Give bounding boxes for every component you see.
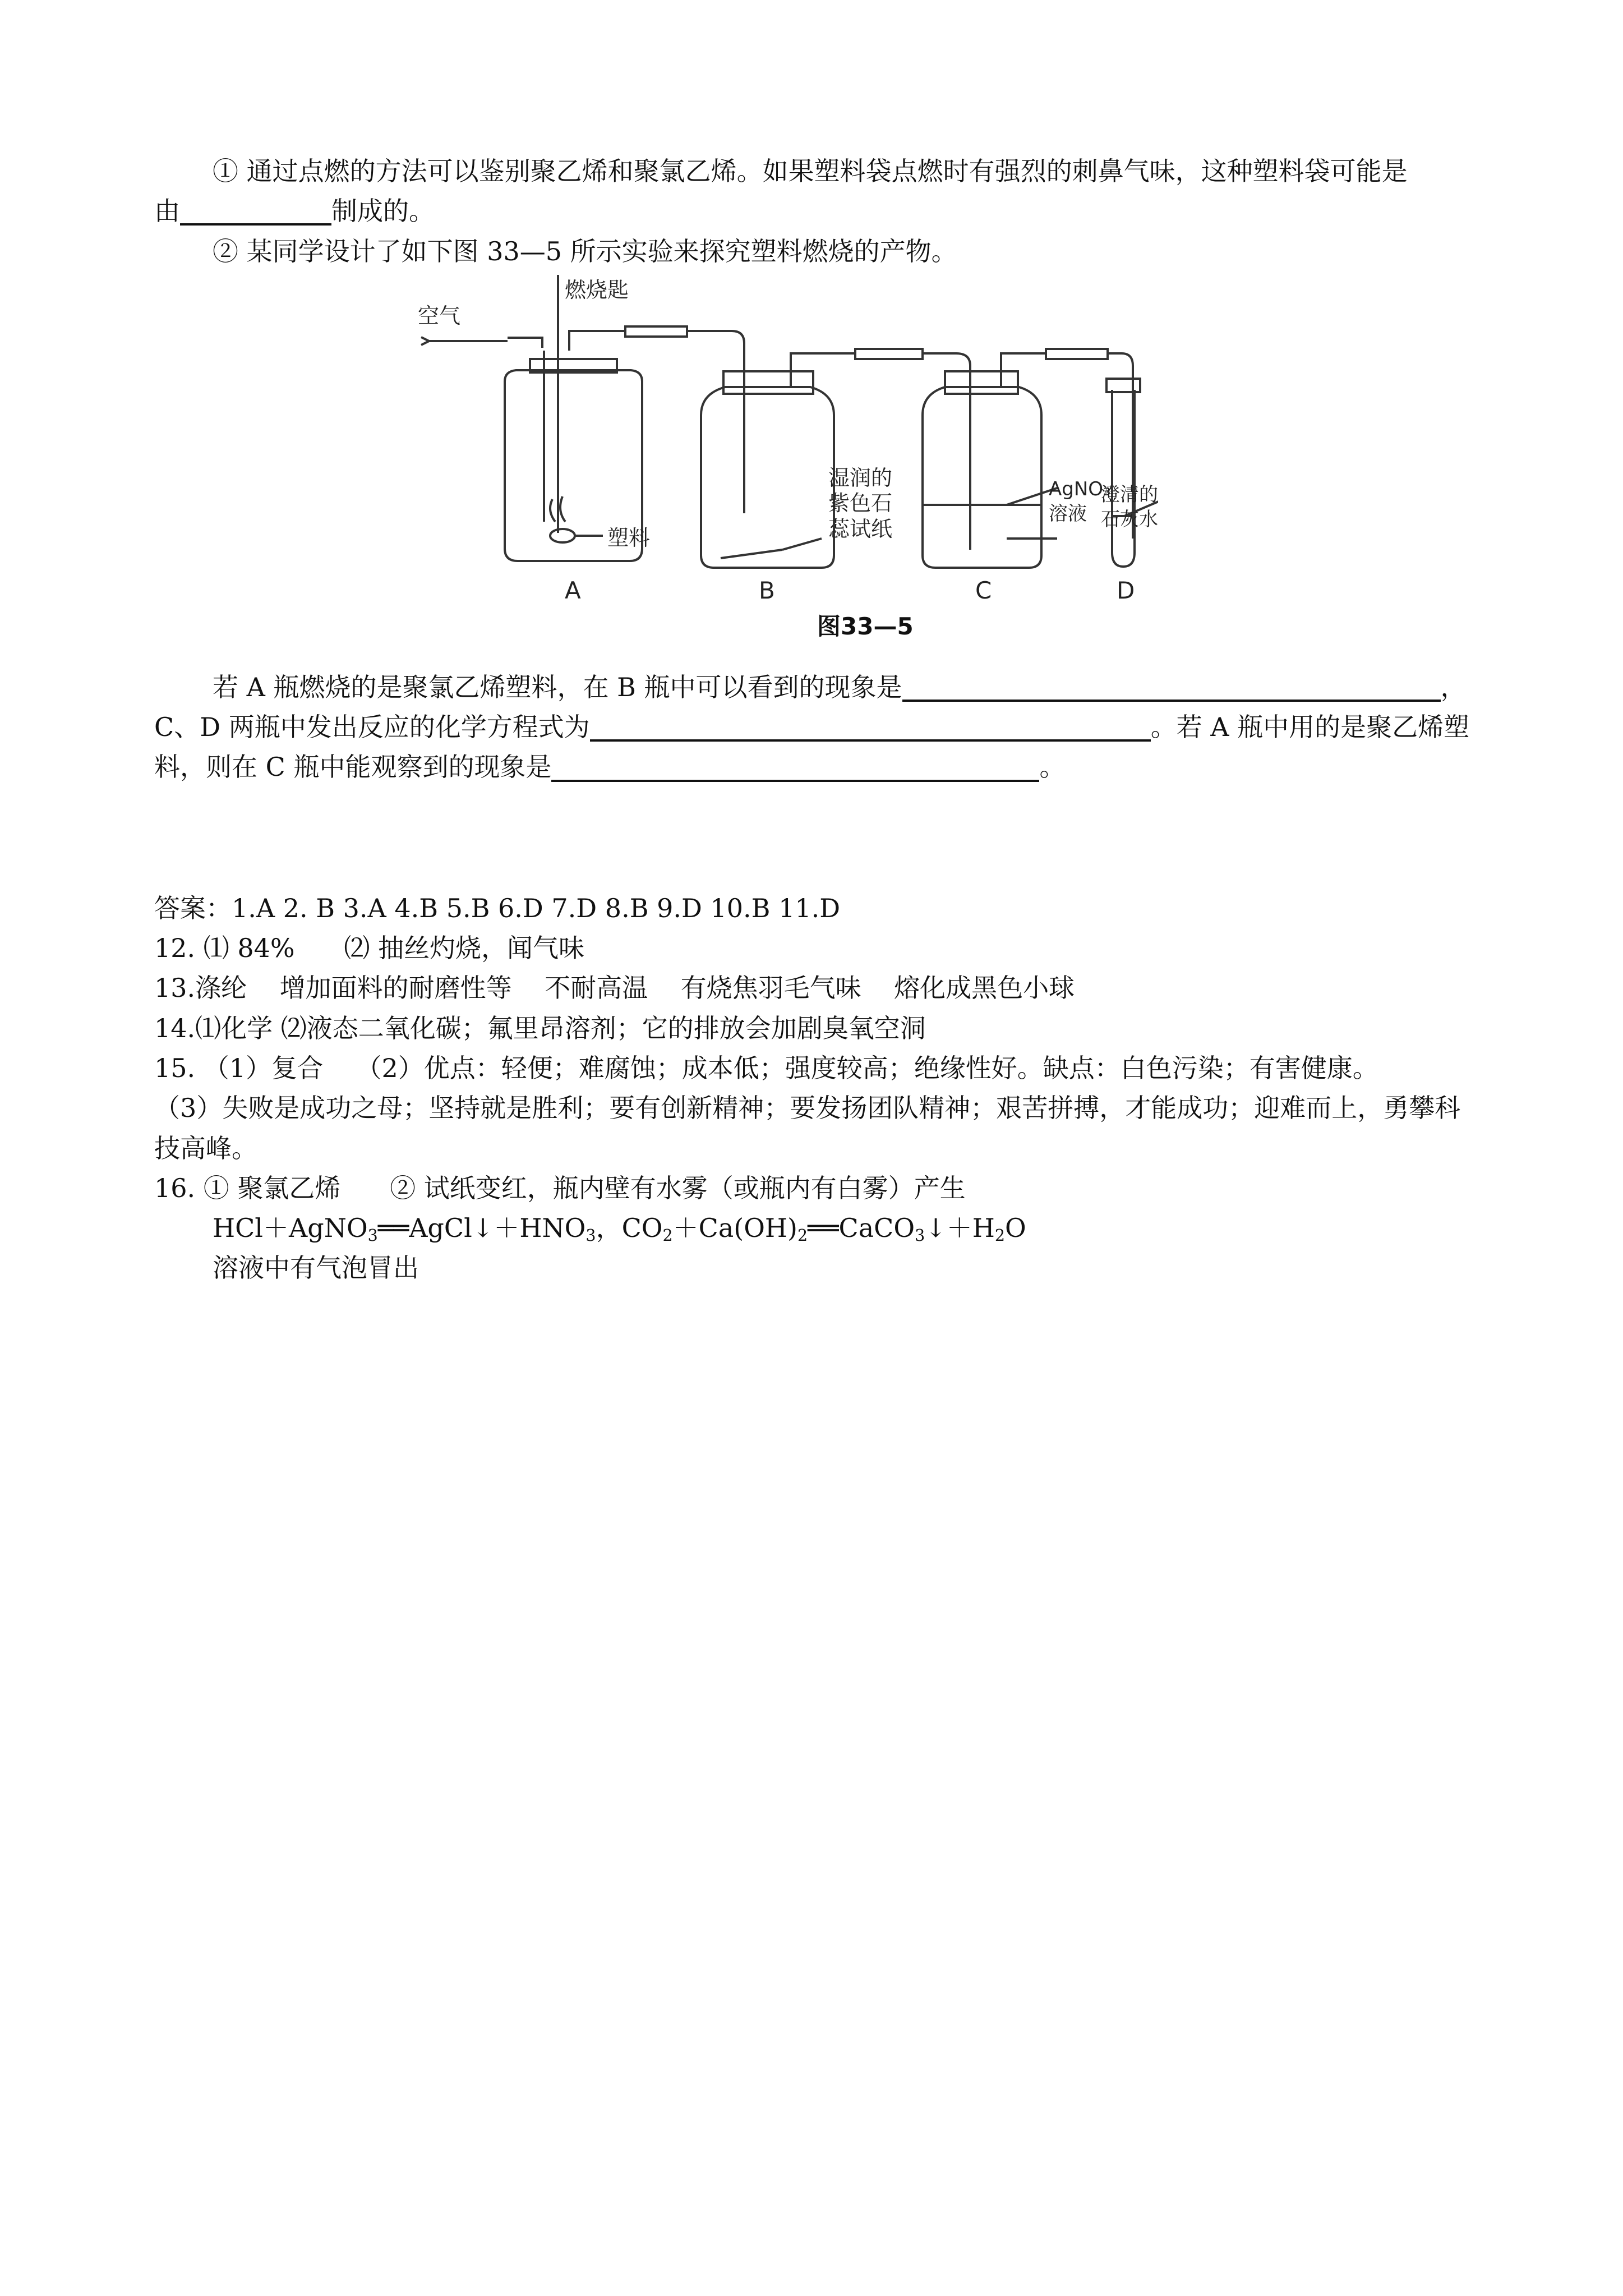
bottle-b-stopper — [723, 371, 813, 394]
label-limewater — [1096, 482, 1158, 532]
answer-line-16: 16. ① 聚氯乙烯 ② 试纸变红，瓶内壁有水雾（或瓶内有白雾）产生 — [154, 1172, 966, 1203]
bottle-c-stopper — [945, 371, 1018, 394]
question-para-b — [154, 707, 1500, 747]
label-litmus-line1: 湿润的 — [828, 465, 893, 490]
combustion-spoon-cup — [550, 529, 575, 542]
bottle-c — [923, 387, 1041, 568]
letter-c: C — [975, 576, 992, 604]
rubber-connector-1 — [625, 326, 687, 337]
para-b-text: C、D 两瓶中发出反应的化学方程式为 — [154, 712, 590, 743]
label-litmus-line2: 紫色石 — [828, 491, 893, 516]
para-a-text: 若 A 瓶燃烧的是聚氯乙烯塑料，在 B 瓶中可以看到的现象是 — [213, 671, 902, 702]
label-litmus — [828, 466, 892, 542]
answer-line-1-11: 答案：1.A 2. B 3.A 4.B 5.B 6.D 7.D 8.B 9.D 10.B 11.D — [154, 892, 841, 923]
bottle-a-outlet-tube — [569, 331, 625, 351]
answer-blank-1[interactable] — [180, 195, 331, 226]
eq-subscript: 3 — [367, 1226, 378, 1245]
para-c-end: 。 — [1039, 752, 1066, 783]
text-prefix: 由 — [154, 196, 180, 227]
tube-to-b — [687, 331, 744, 513]
answer-line-15c: 技高峰。 — [154, 1133, 257, 1163]
eq-subscript: 3 — [585, 1226, 596, 1245]
apparatus-figure — [418, 275, 1158, 668]
eq-part: ══AgCl↓＋HNO — [377, 1213, 586, 1244]
rubber-connector-2 — [855, 349, 923, 359]
answer-key — [154, 889, 1500, 1289]
eq-subscript: 2 — [797, 1226, 808, 1245]
question-part1-line2 — [154, 191, 1500, 231]
answer-blank-2[interactable] — [902, 671, 1441, 702]
eq-part: ＋Ca(OH) — [672, 1213, 797, 1244]
para-a-end: ， — [1440, 671, 1467, 702]
eq-part: HCl＋AgNO — [213, 1213, 368, 1244]
answer-line-13: 13.涤纶 增加面料的耐磨性等 不耐高温 有烧焦羽毛气味 熔化成黑色小球 — [154, 973, 1075, 1004]
answer-line-16c: 溶液中有气泡冒出 — [213, 1253, 419, 1283]
question-part2-intro: ② 某同学设计了如下图 33—5 所示实验来探究塑料燃烧的产物。 — [213, 236, 957, 266]
letter-d: D — [1117, 576, 1135, 604]
answer-line-16-equations — [154, 1208, 1500, 1248]
rubber-connector-3 — [1046, 349, 1108, 359]
label-agno3-line1: AgNO₃ — [1049, 477, 1111, 500]
letter-a: A — [565, 576, 581, 604]
label-combustion-spoon: 燃烧匙 — [565, 277, 629, 302]
eq-subscript: 2 — [662, 1226, 673, 1245]
para-c-text: 料，则在 C 瓶中能观察到的现象是 — [154, 752, 552, 783]
answer-line-15b: （3）失败是成功之母；坚持就是胜利；要有创新精神；要发扬团队精神；艰苦拼搏，才能成功；迎难而上，勇攀科 — [154, 1093, 1461, 1124]
eq-subscript: 3 — [915, 1226, 925, 1245]
eq-part: ，CO — [596, 1213, 663, 1244]
litmus-paper — [721, 550, 782, 558]
label-limewater-line2: 石灰水 — [1101, 508, 1158, 531]
figure-caption: 图33—5 — [817, 612, 914, 640]
question-para-c — [154, 747, 1500, 787]
answer-blank-3[interactable] — [590, 711, 1151, 742]
answer-line-12: 12. ⑴ 84% ⑵ 抽丝灼烧，闻气味 — [154, 933, 584, 964]
eq-part: ══CaCO — [808, 1213, 915, 1244]
answer-line-14: 14.⑴化学 ⑵液态二氧化碳；氟里昂溶剂；它的排放会加剧臭氧空洞 — [154, 1013, 926, 1043]
label-litmus-line3: 蕊试纸 — [828, 517, 893, 542]
question-part1-line1: ① 通过点燃的方法可以鉴别聚乙烯和聚氯乙烯。如果塑料袋点燃时有强烈的刺鼻气味，这种塑料袋可能是 — [213, 156, 1408, 186]
eq-part: O — [1005, 1213, 1026, 1244]
eq-part: ↓＋H — [925, 1213, 995, 1244]
air-inlet-tube — [508, 338, 542, 348]
label-limewater-line1: 澄清的 — [1101, 483, 1158, 506]
label-agno3-line2: 溶液 — [1049, 503, 1087, 526]
label-plastic: 塑料 — [607, 525, 651, 550]
para-b-end: 。若 A 瓶中用的是聚乙烯塑 — [1150, 712, 1470, 743]
text-suffix: 制成的。 — [331, 196, 435, 227]
apparatus-diagram — [418, 275, 1158, 668]
air-arrowhead — [421, 337, 429, 345]
eq-subscript: 2 — [994, 1226, 1006, 1245]
answer-blank-4[interactable] — [551, 751, 1039, 782]
test-tube-d — [1112, 390, 1135, 567]
letter-b: B — [759, 576, 775, 604]
tube-to-c — [923, 353, 970, 550]
leader-litmus — [782, 539, 822, 550]
label-air: 空气 — [418, 303, 461, 328]
answer-line-15a: 15. （1）复合 （2）优点：轻便；难腐蚀；成本低；强度较高；绝缘性好。缺点：白色污染；有害健康。 — [154, 1052, 1378, 1083]
document-page — [154, 151, 1500, 1289]
question-para-a — [154, 668, 1500, 707]
